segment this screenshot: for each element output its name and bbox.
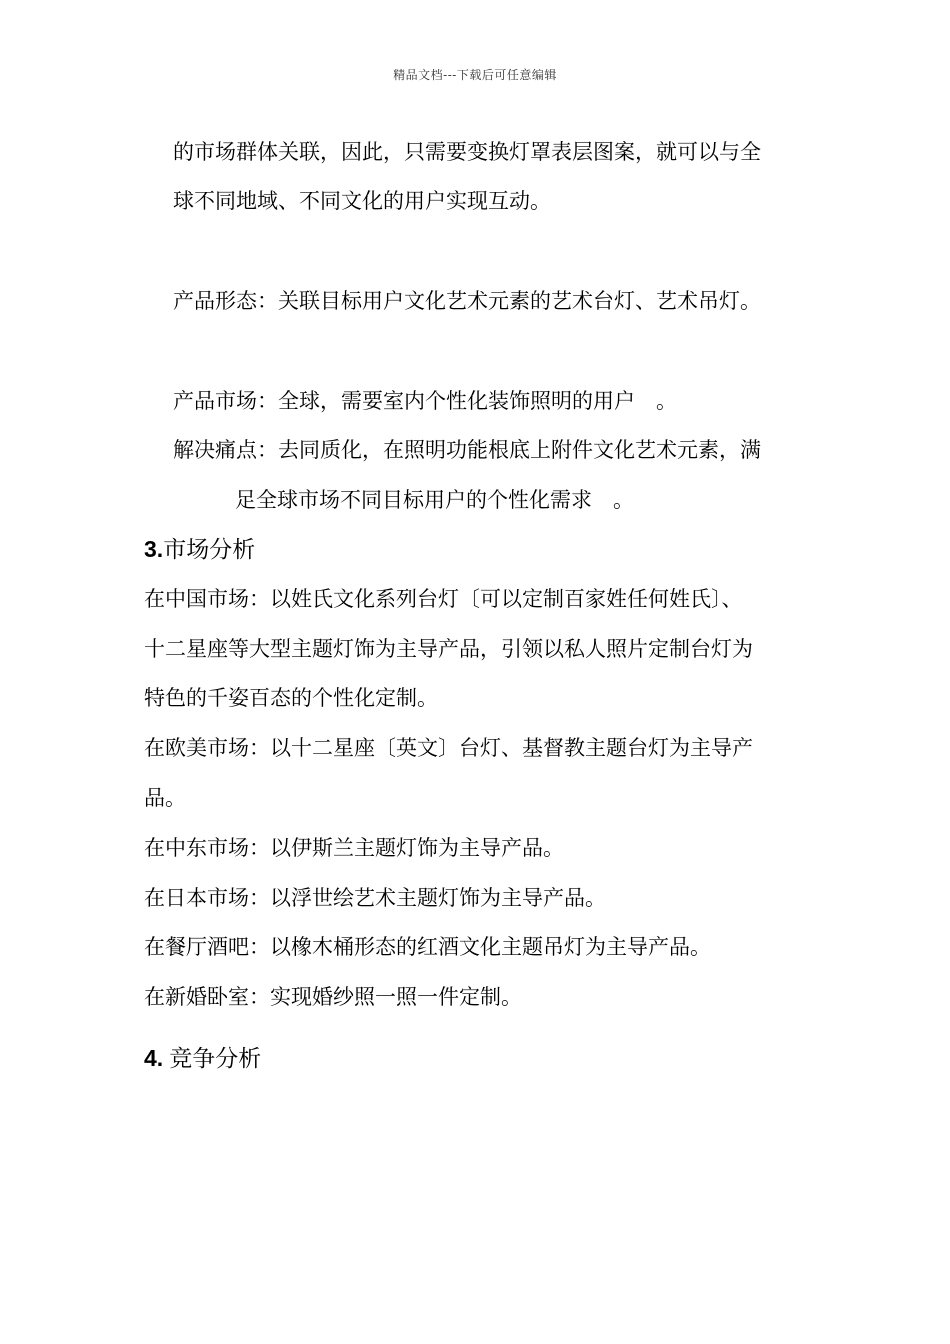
market-line: 在中东市场：以伊斯兰主题灯饰为主导产品。 <box>144 836 564 860</box>
market-line: 在欧美市场：以十二星座〔英文〕台灯、基督教主题台灯为主导产 <box>144 736 753 760</box>
pain-point-line: 解决痛点：去同质化，在照明功能根底上附件文化艺术元素，满 <box>173 438 761 462</box>
market-line: 品。 <box>144 786 186 810</box>
paragraph-line: 的市场群体关联，因此，只需要变换灯罩表层图案，就可以与全 <box>173 140 761 164</box>
section-number: 3. <box>144 536 164 562</box>
pain-point-line: 足全球市场不同目标用户的个性化需求 。 <box>235 488 634 512</box>
section-number: 4. <box>144 1045 164 1071</box>
product-form-line: 产品形态：关联目标用户文化艺术元素的艺术台灯、艺术吊灯。 <box>173 289 761 313</box>
product-market-line: 产品市场：全球，需要室内个性化装饰照明的用户 。 <box>173 389 677 413</box>
paragraph-line: 球不同地域、不同文化的用户实现互动。 <box>173 189 551 213</box>
section-3-heading <box>144 534 255 565</box>
market-line: 特色的千姿百态的个性化定制。 <box>144 686 438 710</box>
market-line: 在新婚卧室：实现婚纱照一照一件定制。 <box>144 985 522 1009</box>
section-title: 市场分析 <box>163 537 256 563</box>
section-title: 竞争分析 <box>169 1046 262 1072</box>
section-4-heading <box>144 1043 261 1074</box>
market-line: 在餐厅酒吧：以橡木桶形态的红酒文化主题吊灯为主导产品。 <box>144 935 711 959</box>
page-header: 精品文档---下载后可任意编辑 <box>393 68 557 82</box>
market-line: 十二星座等大型主题灯饰为主导产品，引领以私人照片定制台灯为 <box>144 637 753 661</box>
market-line: 在中国市场：以姓氏文化系列台灯〔可以定制百家姓任何姓氏〕、 <box>144 587 743 611</box>
market-line: 在日本市场：以浮世绘艺术主题灯饰为主导产品。 <box>144 886 606 910</box>
